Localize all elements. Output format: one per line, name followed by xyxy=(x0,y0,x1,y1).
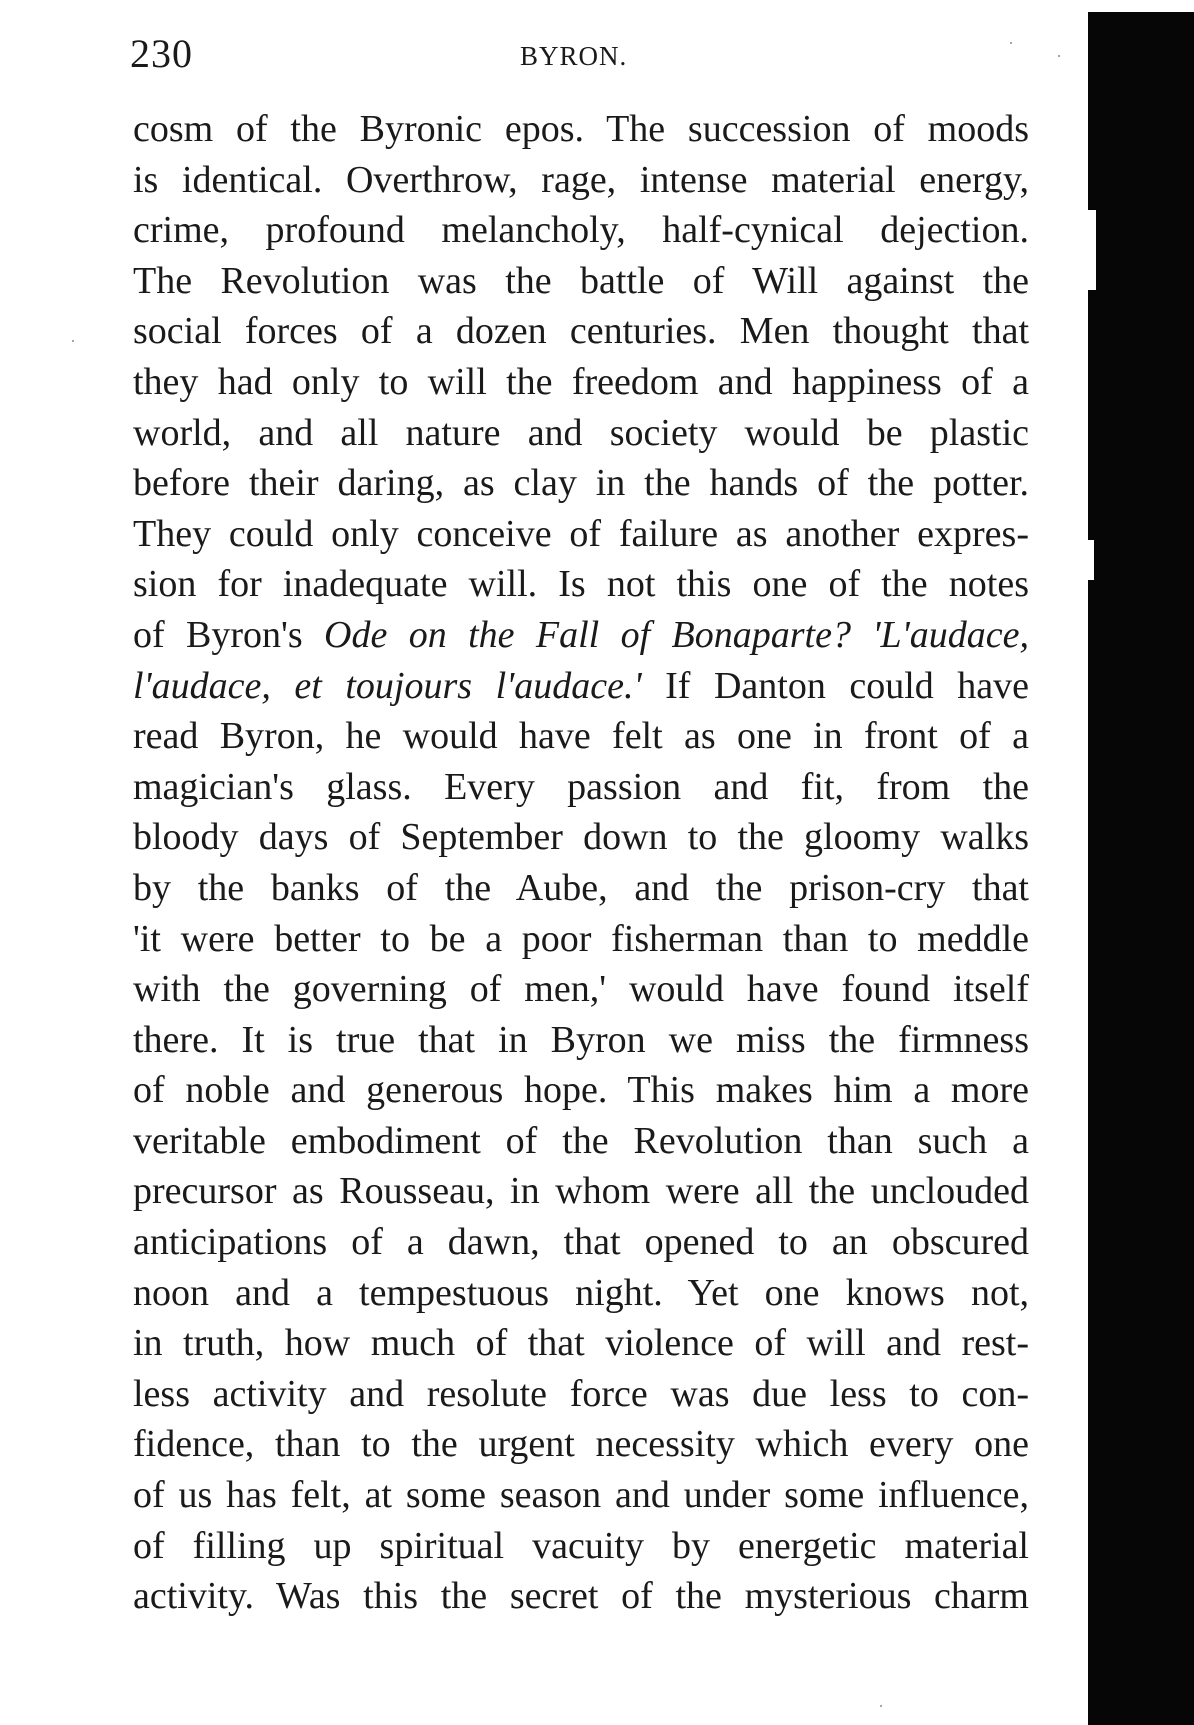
edge-irregularity xyxy=(1086,210,1096,290)
paper-speck xyxy=(72,340,74,342)
text-line: cosm of the Byronic epos. The succession of moods xyxy=(133,108,1029,150)
paper-speck xyxy=(1010,42,1012,44)
text-line: world, and all nature and society would be plastic xyxy=(133,411,1029,454)
text-line: activity. Was this the secret of the mysterious charm xyxy=(133,1575,1029,1618)
text-line: l'audace, et toujours l'audace.' If Danton could have xyxy=(133,664,1030,707)
text-line: They could only conceive of failure as another expres- xyxy=(133,512,1029,555)
text-line: there. It is true that in Byron we miss the firmness xyxy=(133,1018,1029,1061)
body-text xyxy=(133,104,1029,1622)
paper-speck xyxy=(1058,55,1060,57)
binding-edge-shadow xyxy=(1088,12,1194,1725)
text-line: magician's glass. Every passion and fit, from the xyxy=(133,765,1029,808)
running-head: BYRON. xyxy=(520,41,628,71)
text-line: before their daring, as clay in the hands of the potter. xyxy=(133,462,1029,505)
page-number: 230 xyxy=(130,31,193,76)
text-line: less activity and resolute force was due less to con- xyxy=(133,1372,1029,1415)
paper-speck xyxy=(880,1705,882,1707)
text-line: veritable embodiment of the Revolution than such a xyxy=(133,1119,1029,1162)
text-line: 'it were better to be a poor fisherman than to meddle xyxy=(133,917,1029,960)
text-line: of Byron's Ode on the Fall of Bonaparte? 'L'audace, xyxy=(133,613,1029,656)
text-line: of filling up spiritual vacuity by energetic material xyxy=(133,1524,1029,1567)
text-line: noon and a tempestuous night. Yet one knows not, xyxy=(133,1271,1029,1314)
text-line: they had only to will the freedom and happiness of a xyxy=(133,360,1029,403)
text-line: fidence, than to the urgent necessity which every one xyxy=(133,1423,1029,1466)
text-line: with the governing of men,' would have found itself xyxy=(133,968,1029,1011)
text-line: bloody days of September down to the gloomy walks xyxy=(133,816,1029,859)
text-line: is identical. Overthrow, rage, intense material energy, xyxy=(133,158,1029,201)
text-line: crime, profound melancholy, half-cynical dejection. xyxy=(133,209,1029,252)
edge-irregularity xyxy=(1086,540,1094,580)
text-line: read Byron, he would have felt as one in front of a xyxy=(133,715,1029,758)
italic-quote: 'L'audace, xyxy=(850,613,1029,656)
text-line: by the banks of the Aube, and the prison-cry that xyxy=(133,866,1029,909)
text-line: social forces of a dozen centuries. Men thought that xyxy=(133,310,1029,353)
text-line: in truth, how much of that violence of will and rest- xyxy=(133,1322,1029,1365)
text-line: sion for inadequate will. Is not this one of the notes xyxy=(133,563,1029,606)
text-line: anticipations of a dawn, that opened to an obscured xyxy=(133,1221,1029,1264)
italic-title: Ode on the Fall of Bonaparte? xyxy=(324,613,851,656)
text-line: precursor as Rousseau, in whom were all the unclouded xyxy=(133,1170,1029,1213)
text-line: of noble and generous hope. This makes him a more xyxy=(133,1069,1029,1112)
italic-quote: l'audace, et toujours l'audace.' xyxy=(133,664,642,707)
text-line: of us has felt, at some season and under some influence, xyxy=(133,1474,1029,1517)
text-line: The Revolution was the battle of Will against the xyxy=(133,259,1029,302)
